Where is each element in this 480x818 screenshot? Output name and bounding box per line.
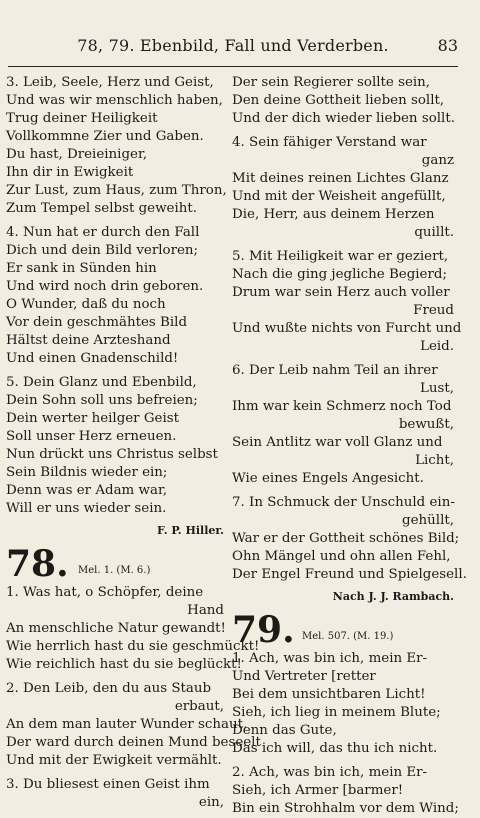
- verse-block: [6, 584, 260, 674]
- melody-reference: Mel. 507. (M. 19.): [302, 631, 394, 642]
- verse-line: Nach die ging jegliche Begierd;: [232, 267, 447, 282]
- verse-line: Und Vertreter [retter: [232, 669, 376, 684]
- verse-line: Und was wir menschlich haben,: [6, 93, 223, 108]
- verse-block: [232, 494, 467, 584]
- verse-line: Bei dem unsichtbaren Licht!: [232, 687, 426, 702]
- verse-line: Wie eines Engels Angesicht.: [232, 471, 424, 486]
- verse-line: Hand: [187, 603, 224, 618]
- verse-line: 2. Ach, was bin ich, mein Er-: [232, 765, 428, 780]
- verse-line: Zur Lust, zum Haus, zum Thron,: [6, 183, 227, 198]
- verse-line: 3. Leib, Seele, Herz und Geist,: [6, 75, 214, 90]
- verse-line: Drum war sein Herz auch voller: [232, 285, 450, 300]
- verse-line: bewußt,: [398, 417, 454, 432]
- verse-line: 4. Sein fähiger Verstand war: [232, 135, 427, 150]
- verse-line: Ohn Mängel und ohn allen Fehl,: [232, 549, 451, 564]
- verse-line: Sieh, ich lieg in meinem Blute;: [232, 705, 441, 720]
- verse-line: Dein werter heilger Geist: [6, 411, 179, 426]
- verse-line: Der sein Regierer sollte sein,: [232, 75, 431, 90]
- verse-line: quillt.: [414, 225, 454, 240]
- verse-line: Du hast, Dreieiniger,: [6, 147, 148, 162]
- running-title: 78, 79. Ebenbild, Fall und Verderben.: [77, 36, 389, 55]
- verse-line: Und einen Gnadenschild!: [6, 351, 179, 366]
- verse-line: Bin ein Strohhalm vor dem Wind;: [232, 801, 459, 816]
- verse-line: Und wußte nichts von Furcht und: [232, 321, 462, 336]
- verse-line: Er sank in Sünden hin: [6, 261, 157, 276]
- verse-line: Lust,: [419, 381, 454, 396]
- verse-line: Und mit der Ewigkeit vermählt.: [6, 753, 222, 768]
- verse-line: Wie herrlich hast du sie geschmückt!: [6, 639, 260, 654]
- verse-line: Mit deines reinen Lichtes Glanz: [232, 171, 449, 186]
- verse-line: Denn was er Adam war,: [6, 483, 168, 498]
- verse-line: Wie reichlich hast du sie beglückt!: [6, 657, 242, 672]
- verse-line: Freud: [413, 303, 454, 318]
- verse-line: Hältst deine Arzteshand: [6, 333, 171, 348]
- verse-line: 2. Den Leib, den du aus Staub: [6, 681, 212, 696]
- verse-line: gehüllt,: [402, 513, 454, 528]
- right-column: [232, 74, 467, 818]
- verse-line: War er der Gottheit schönes Bild;: [232, 531, 460, 546]
- verse-line: 7. In Schmuck der Unschuld ein-: [232, 495, 455, 510]
- verse-line: An dem man lauter Wunder schaut,: [6, 717, 248, 732]
- verse-line: Sieh, ich Armer [barmer!: [232, 783, 404, 798]
- hymn-number: 79.: [232, 609, 295, 651]
- verse-line: ganz: [421, 153, 454, 168]
- verse-line: 4. Nun hat er durch den Fall: [6, 225, 200, 240]
- verse-line: Sein Bildnis wieder ein;: [6, 465, 168, 480]
- verse-block: [6, 680, 261, 770]
- verse-line: Denn das Gute,: [232, 723, 337, 738]
- verse-line: Sein Antlitz war voll Glanz und: [232, 435, 443, 450]
- author-credit: F. P. Hiller.: [156, 524, 224, 537]
- verse-line: 6. Der Leib nahm Teil an ihrer: [232, 363, 438, 378]
- verse-line: Und mit der Weisheit angefüllt,: [232, 189, 446, 204]
- hymn-heading: [232, 609, 454, 651]
- verse-line: Und der dich wieder lieben sollt.: [232, 111, 455, 126]
- verse-block: [232, 74, 454, 128]
- verse-line: An menschliche Natur gewandt!: [6, 621, 226, 636]
- verse-line: Licht,: [415, 453, 454, 468]
- verse-block: [6, 224, 224, 368]
- verse-line: Vor dein geschmähtes Bild: [6, 315, 188, 330]
- verse-line: Und wird noch drin geboren.: [6, 279, 204, 294]
- verse-block: [232, 134, 454, 242]
- verse-line: 1. Was hat, o Schöpfer, deine: [6, 585, 204, 600]
- verse-line: 5. Dein Glanz und Ebenbild,: [6, 375, 197, 390]
- verse-line: Der Engel Freund und Spielgesell.: [232, 567, 467, 582]
- verse-block: [232, 764, 459, 818]
- verse-line: ein,: [198, 795, 224, 810]
- verse-block: [232, 650, 454, 758]
- verse-block: [6, 776, 224, 812]
- verse-line: Ihm war kein Schmerz noch Tod: [232, 399, 452, 414]
- page-header: [8, 30, 458, 67]
- melody-reference: Mel. 1. (M. 6.): [78, 565, 151, 576]
- verse-line: Dich und dein Bild verloren;: [6, 243, 199, 258]
- verse-line: 1. Ach, was bin ich, mein Er-: [232, 651, 428, 666]
- verse-line: Der ward durch deinen Mund beseelt: [6, 735, 261, 750]
- verse-block: [6, 74, 227, 218]
- verse-line: Nun drückt uns Christus selbst: [6, 447, 218, 462]
- hymn-number: 78.: [6, 543, 69, 585]
- verse-block: [232, 248, 462, 356]
- verse-line: Das ich will, das thu ich nicht.: [232, 741, 438, 756]
- left-column: [6, 74, 261, 812]
- verse-line: 5. Mit Heiligkeit war er geziert,: [232, 249, 449, 264]
- verse-line: Zum Tempel selbst geweiht.: [6, 201, 198, 216]
- verse-line: 3. Du bliesest einen Geist ihm: [6, 777, 210, 792]
- verse-line: Will er uns wieder sein.: [6, 501, 167, 516]
- verse-line: Dein Sohn soll uns befreien;: [6, 393, 198, 408]
- verse-line: erbaut,: [174, 699, 224, 714]
- author-credit: Nach J. J. Rambach.: [332, 590, 454, 603]
- verse-line: Vollkommne Zier und Gaben.: [6, 129, 204, 144]
- hymn-heading: [6, 543, 224, 585]
- verse-line: Ihn dir in Ewigkeit: [6, 165, 134, 180]
- verse-line: Trug deiner Heiligkeit: [6, 111, 158, 126]
- verse-line: O Wunder, daß du noch: [6, 297, 166, 312]
- verse-line: Leid.: [420, 339, 454, 354]
- verse-line: Den deine Gottheit lieben sollt,: [232, 93, 445, 108]
- verse-block: [232, 362, 454, 488]
- verse-line: Die, Herr, aus deinem Herzen: [232, 207, 435, 222]
- page-number: 83: [437, 36, 458, 55]
- verse-line: Soll unser Herz erneuen.: [6, 429, 177, 444]
- verse-block: [6, 374, 224, 518]
